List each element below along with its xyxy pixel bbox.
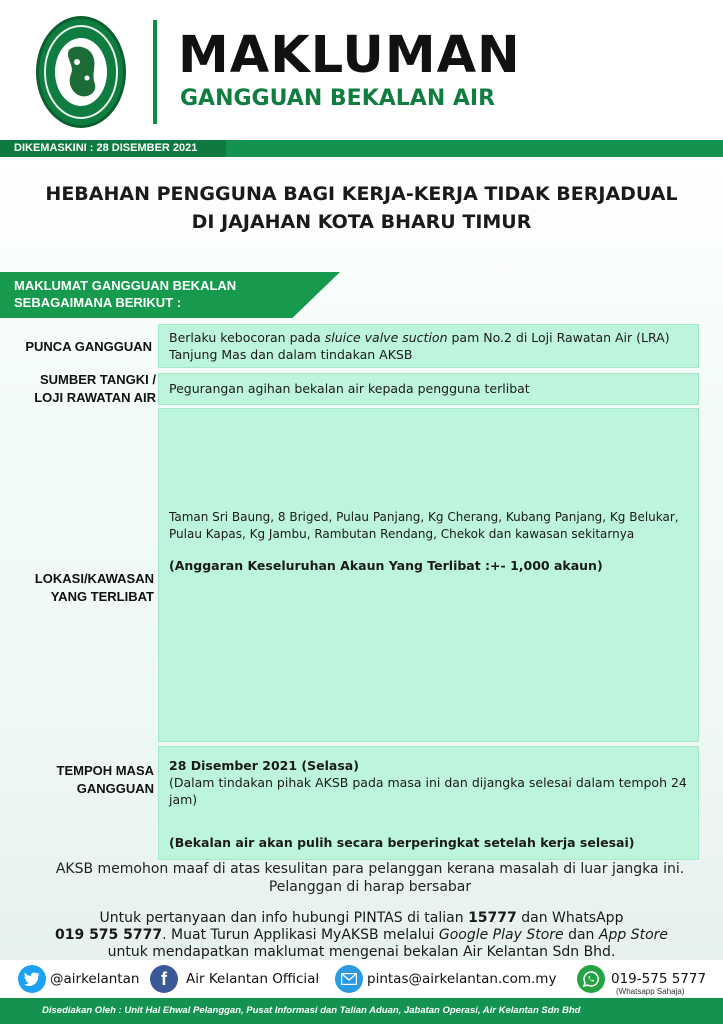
announcement-line-1: HEBAHAN PENGGUNA BAGI KERJA-KERJA TIDAK BERJADUAL bbox=[45, 183, 678, 205]
facebook-icon: f bbox=[150, 965, 178, 993]
section-heading-line-1: MAKLUMAT GANGGUAN BEKALAN bbox=[14, 278, 237, 293]
cause-text-b: pam No.2 di Loji Rawatan Air (LRA) Tanjung Mas dan dalam tindakan AKSB bbox=[169, 330, 670, 362]
location-label-line-1: LOKASI/KAWASAN bbox=[34, 571, 154, 586]
page-title: MAKLUMAN bbox=[178, 26, 521, 85]
whatsapp-icon bbox=[577, 965, 605, 993]
updated-date: DIKEMASKINI : 28 DISEMBER 2021 bbox=[0, 140, 226, 157]
source-label-line-1: SUMBER TANGKI / bbox=[39, 372, 156, 387]
page-subtitle: GANGGUAN BEKALAN AIR bbox=[180, 86, 496, 111]
duration-note: (Dalam tindakan pihak AKSB pada masa ini dan dijangka selesai dalam tempoh 24 jam) bbox=[169, 775, 687, 807]
email-address: pintas@airkelantan.com.my bbox=[367, 971, 557, 987]
email-icon bbox=[335, 965, 363, 993]
app-store-text: App Store bbox=[598, 927, 669, 943]
email-link[interactable] bbox=[335, 962, 556, 996]
google-play-text: Google Play Store bbox=[438, 927, 564, 943]
cause-text-italic: sluice valve suction bbox=[324, 330, 448, 345]
section-heading bbox=[14, 277, 314, 311]
contact-text-b: dan WhatsApp bbox=[516, 910, 624, 926]
cause-label: PUNCA GANGGUAN bbox=[25, 339, 152, 354]
contact-text-c: . Muat Turun Applikasi MyAKSB melalui bbox=[162, 927, 439, 943]
facebook-link[interactable] bbox=[150, 962, 319, 996]
footer-credit: Disediakan Oleh : Unit Hal Ehwal Pelanggan, Pusat Informasi dan Talian Aduan, Jabatan Operasi, Air Kelantan Sdn Bhd bbox=[0, 998, 723, 1024]
hotline-number: 15777 bbox=[468, 910, 517, 926]
whatsapp-note: (Whatsapp Sahaja) bbox=[616, 987, 685, 996]
duration-label-line-1: TEMPOH MASA bbox=[56, 763, 154, 778]
contact-text-d: dan bbox=[563, 927, 599, 943]
restore-note: (Bekalan air akan pulih secara berperingkat setelah kerja selesai) bbox=[169, 835, 635, 850]
location-label bbox=[10, 570, 154, 606]
source-label-line-2: LOJI RAWATAN AIR bbox=[34, 390, 156, 405]
whatsapp-phone: 019-575 5777 bbox=[611, 971, 707, 987]
contact-text-e: untuk mendapatkan maklumat mengenai bekalan Air Kelantan Sdn Bhd. bbox=[107, 944, 616, 960]
header-divider bbox=[153, 20, 157, 124]
twitter-link[interactable] bbox=[18, 962, 139, 996]
whatsapp-number: 019 575 5777 bbox=[54, 927, 163, 943]
affected-accounts: (Anggaran Keseluruhan Akaun Yang Terlibat :+- 1,000 akaun) bbox=[169, 558, 603, 573]
source-cell: Pegurangan agihan bekalan air kepada pengguna terlibat bbox=[158, 373, 699, 405]
twitter-icon bbox=[18, 965, 46, 993]
affected-areas: Taman Sri Baung, 8 Briged, Pulau Panjang, Kg Cherang, Kubang Panjang, Kg Belukar, Pulau Kapas, Kg Jambu, Rambutan Rendang, Chekok dan kawasan sekitarnya bbox=[169, 510, 679, 541]
social-bar bbox=[0, 962, 723, 996]
announcement-line-2: DI JAJAHAN KOTA BHARU TIMUR bbox=[191, 211, 532, 233]
header bbox=[0, 0, 723, 140]
location-label-line-2: YANG TERLIBAT bbox=[50, 589, 154, 604]
twitter-handle: @airkelantan bbox=[50, 971, 140, 987]
duration-label-line-2: GANGGUAN bbox=[76, 781, 154, 796]
duration-label bbox=[10, 762, 154, 798]
cause-cell bbox=[158, 324, 699, 368]
section-heading-line-2: SEBAGAIMANA BERIKUT : bbox=[14, 295, 182, 310]
duration-date: 28 Disember 2021 (Selasa) bbox=[169, 758, 359, 773]
contact-text-a: Untuk pertanyaan dan info hubungi PINTAS di talian bbox=[99, 910, 469, 926]
air-kelantan-logo bbox=[36, 16, 126, 128]
duration-cell bbox=[158, 746, 699, 860]
facebook-page: Air Kelantan Official bbox=[186, 971, 320, 987]
apology-text: AKSB memohon maaf di atas kesulitan para pelanggan kerana masalah di luar jangka ini. Pelanggan di harap bersabar bbox=[55, 861, 685, 895]
announcement-heading bbox=[0, 180, 723, 236]
source-label bbox=[6, 371, 156, 407]
location-cell bbox=[158, 408, 699, 742]
contact-info bbox=[10, 910, 713, 961]
cause-text-a: Berlaku kebocoran pada bbox=[169, 330, 325, 345]
